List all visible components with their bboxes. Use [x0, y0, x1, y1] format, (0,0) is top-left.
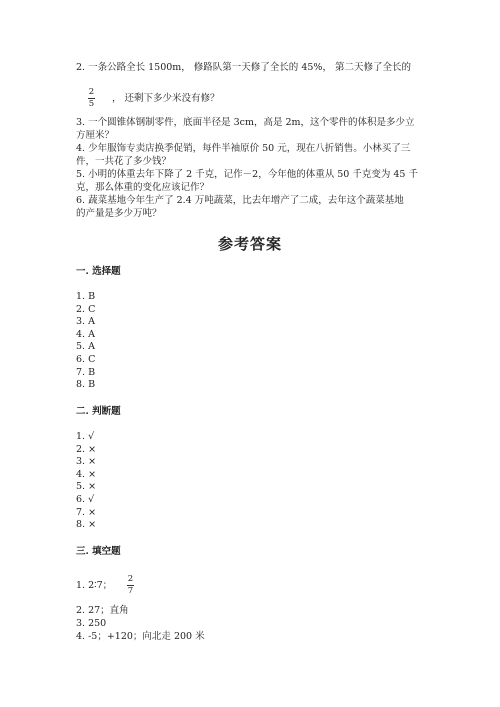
answer-item: 2. ×	[76, 443, 97, 455]
question-3-line-1: 3. 一个圆锥体钢制零件，底面半径是 3cm，高是 2m，这个零件的体积是多少立	[76, 117, 415, 128]
fraction-denominator: 5	[88, 99, 95, 109]
section-heading-true-false: 二. 判断题	[76, 406, 121, 417]
answer-item: 8. B	[76, 379, 96, 391]
answer-item: 2. 27；直角	[76, 605, 129, 616]
question-4-line-1: 4. 少年服饰专卖店换季促销，每件半袖原价 50 元，现在八折销售。小林买了三	[76, 143, 411, 154]
answer-item: 6. C	[76, 354, 96, 365]
question-5-line-2: 克，那么体重的变化应该记作？	[76, 182, 210, 193]
answer-item: 5. A	[76, 341, 95, 353]
answer-item: 3. 250	[76, 618, 107, 629]
answer-item: 1. √	[76, 431, 95, 442]
question-2-line-1: 2. 一条公路全长 1500m， 修路队第一天修了全长的 45%， 第二天修了全长的	[76, 62, 411, 73]
question-6-line-2: 的产量是多少万吨？	[76, 208, 162, 219]
answer-item: 8. ×	[76, 519, 97, 531]
question-4-line-2: 件，一共花了多少钱？	[76, 156, 172, 167]
answer-item: 5. ×	[76, 481, 97, 493]
question-6-line-1: 6. 蔬菜基地今年生产了 2.4 万吨蔬菜，比去年增产了二成，去年这个蔬菜基地	[76, 195, 404, 206]
question-3-line-2: 方厘米？	[76, 130, 115, 141]
answer-item: 3. ×	[76, 456, 97, 468]
answer-item: 4. ×	[76, 468, 97, 480]
fraction-denominator: 7	[127, 586, 134, 596]
fraction-numerator: 2	[127, 574, 134, 584]
answer-item: 6. √	[76, 494, 95, 505]
fraction-numerator: 2	[88, 87, 95, 97]
answer-fraction	[127, 575, 134, 596]
answer-item: 3. A	[76, 316, 95, 328]
answer-item: 2. C	[76, 303, 96, 315]
answer-item: 4. A	[76, 328, 95, 340]
question-2-line-2: ， 还剩下多少米没有修？	[112, 93, 220, 104]
answer-item: 7. B	[76, 366, 96, 378]
section-heading-fill-in: 三. 填空题	[76, 546, 121, 557]
answer-item: 4. -5；+120；向北走 200 米	[76, 631, 205, 642]
answer-title: 参考答案	[217, 235, 282, 253]
section-heading-multiple-choice: 一. 选择题	[76, 266, 121, 277]
question-5-line-1: 5. 小明的体重去年下降了 2 千克，记作－2，今年他的体重从 50 千克变为 45 千	[76, 169, 418, 180]
answer-item: 1. 2∶7；	[76, 580, 113, 591]
question-2-fraction	[88, 88, 95, 109]
answer-item: 1. B	[76, 291, 96, 302]
answer-item: 7. ×	[76, 506, 97, 518]
